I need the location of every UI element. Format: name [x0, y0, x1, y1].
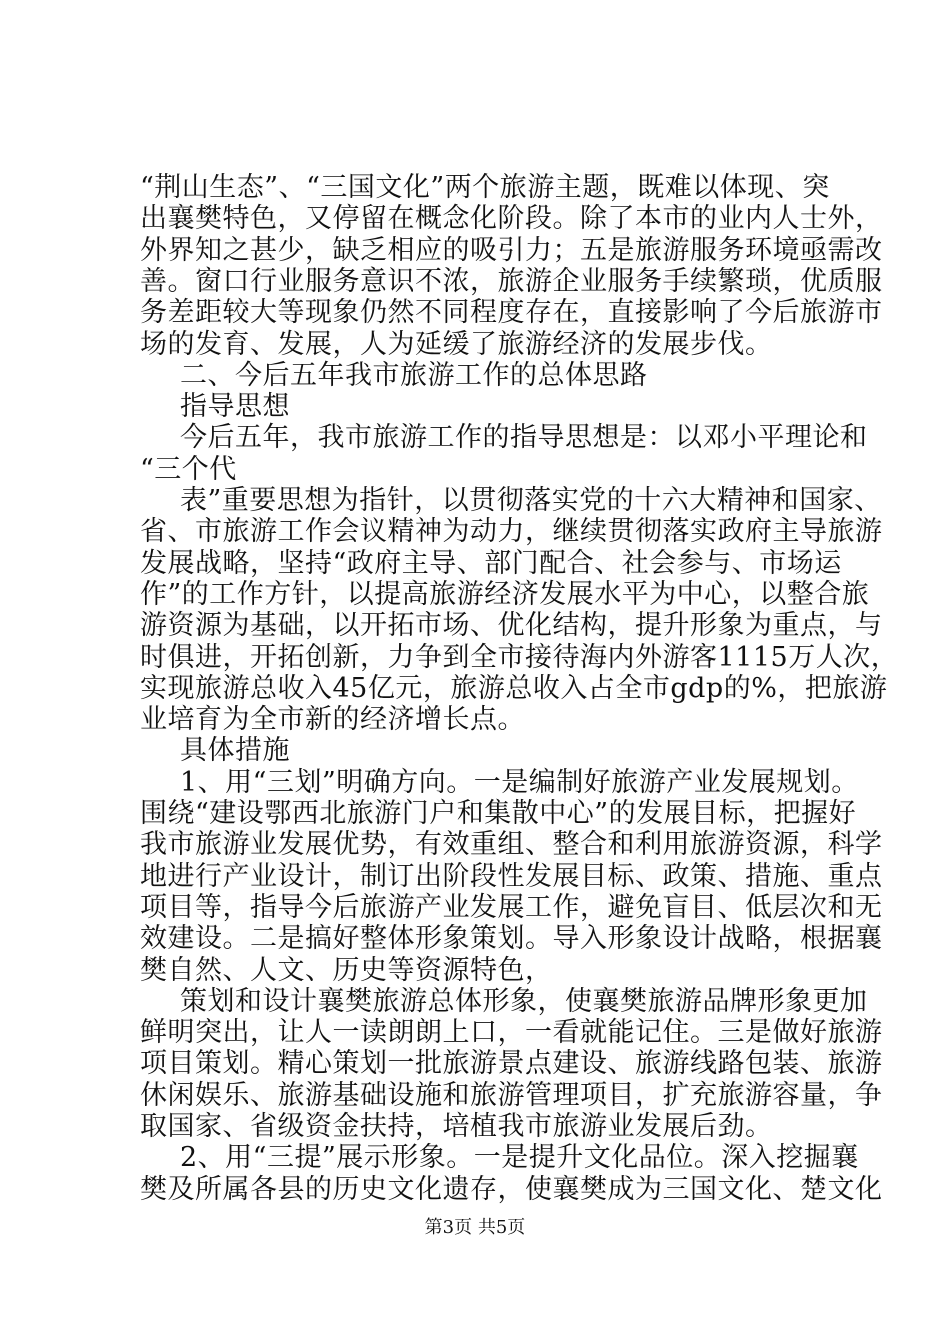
text-line: “三个代 [140, 454, 237, 485]
text-line: 休闲娱乐、旅游基础设施和旅游管理项目，扩充旅游容量，争 [140, 1080, 883, 1111]
subsection-heading: 具体措施 [180, 735, 290, 766]
text-line: 效建设。二是搞好整体形象策划。导入形象设计战略，根据襄 [140, 923, 883, 954]
text-line: 今后五年，我市旅游工作的指导思想是：以邓小平理论和 [180, 422, 868, 453]
text-line: 围绕“建设鄂西北旅游门户和集散中心”的发展目标，把握好 [140, 798, 857, 829]
text-line: 策划和设计襄樊旅游总体形象，使襄樊旅游品牌形象更加 [180, 986, 868, 1017]
text-line: 2、用“三提”展示形象。一是提升文化品位。深入挖掘襄 [180, 1142, 859, 1173]
text-line: 表”重要思想为指针，以贯彻落实党的十六大精神和国家、 [180, 485, 882, 516]
text-line: 省、市旅游工作会议精神为动力，继续贯彻落实政府主导旅游 [140, 516, 883, 547]
text-line: 鲜明突出，让人一读朗朗上口，一看就能记住。三是做好旅游 [140, 1017, 883, 1048]
text-line: 出襄樊特色，又停留在概念化阶段。除了本市的业内人士外， [140, 203, 883, 234]
text-line: 作”的工作方针，以提高旅游经济发展水平为中心，以整合旅 [140, 579, 870, 610]
text-line: “荆山生态”、“三国文化”两个旅游主题，既难以体现、突 [140, 172, 830, 203]
text-line: 发展战略，坚持“政府主导、部门配合、社会参与、市场运 [140, 548, 842, 579]
text-line: 项目等，指导今后旅游产业发展工作，避免盲目、低层次和无 [140, 892, 883, 923]
text-line: 外界知之甚少，缺乏相应的吸引力；五是旅游服务环境亟需改 [140, 235, 883, 266]
text-line: 场的发育、发展，人为延缓了旅游经济的发展步伐。 [140, 329, 773, 360]
text-line: 樊及所属各县的历史文化遗存，使襄樊成为三国文化、楚文化 [140, 1174, 883, 1205]
subsection-heading: 指导思想 [180, 391, 290, 422]
text-line: 善。窗口行业服务意识不浓，旅游企业服务手续繁琐，优质服 [140, 266, 883, 297]
text-line: 1、用“三划”明确方向。一是编制好旅游产业发展规划。 [180, 767, 859, 798]
text-line: 务差距较大等现象仍然不同程度存在，直接影响了今后旅游市 [140, 297, 883, 328]
text-line: 实现旅游总收入45亿元，旅游总收入占全市gdp的%，把旅游 [140, 673, 888, 704]
section-heading: 二、今后五年我市旅游工作的总体思路 [180, 360, 648, 391]
text-line: 地进行产业设计，制订出阶段性发展目标、政策、措施、重点 [140, 861, 883, 892]
text-line: 我市旅游业发展优势，有效重组、整合和利用旅游资源，科学 [140, 829, 883, 860]
text-line: 樊自然、人文、历史等资源特色， [140, 955, 553, 986]
page-number-footer: 第3页 共5页 [424, 1217, 526, 1238]
text-line: 游资源为基础，以开拓市场、优化结构，提升形象为重点，与 [140, 610, 883, 641]
text-line: 项目策划。精心策划一批旅游景点建设、旅游线路包装、旅游 [140, 1048, 883, 1079]
text-line: 取国家、省级资金扶持，培植我市旅游业发展后劲。 [140, 1111, 773, 1142]
text-line: 业培育为全市新的经济增长点。 [140, 704, 525, 735]
text-line: 时俱进，开拓创新，力争到全市接待海内外游客1115万人次， [140, 642, 899, 673]
